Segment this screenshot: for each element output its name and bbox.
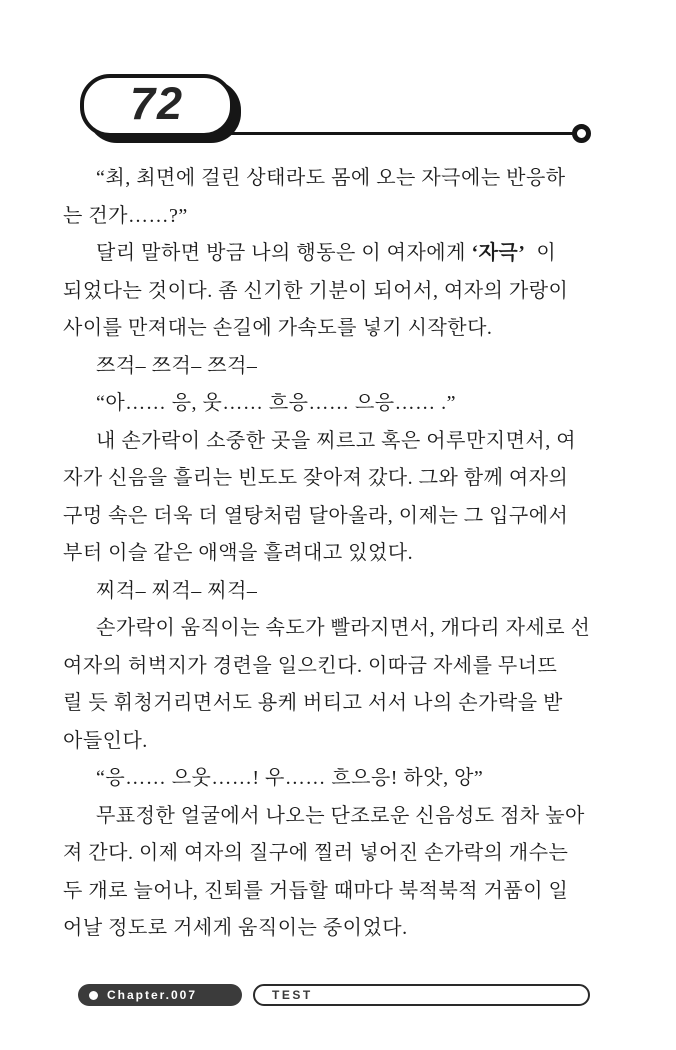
text-line <box>63 760 603 798</box>
text-line <box>63 160 603 198</box>
text-segment: 부터 이슬 같은 애액을 흘려대고 있었다. <box>63 542 414 564</box>
text-line <box>63 385 603 423</box>
text-segment: 달리 말하면 방금 나의 행동은 이 여자에게 <box>96 242 472 264</box>
section-label: TEST <box>272 988 313 1002</box>
text-segment: 는 건가……?” <box>63 204 188 227</box>
text-line <box>63 910 603 948</box>
chapter-label: Chapter.007 <box>107 988 198 1002</box>
text-line <box>63 310 603 348</box>
text-segment: 찌걱– 찌걱– 찌걱– <box>96 579 258 602</box>
text-line <box>63 348 603 386</box>
text-segment: 져 간다. 이제 여자의 질구에 찔러 넣어진 손가락의 개수는 <box>63 842 569 864</box>
text-line <box>63 648 603 686</box>
text-segment: 손가락이 움직이는 속도가 빨라지면서, 개다리 자세로 선 <box>96 617 591 639</box>
text-line <box>63 685 603 723</box>
bullet-icon <box>89 991 98 1000</box>
text-line <box>63 873 603 911</box>
text-segment: “응…… 으웃……! 우…… 흐으응! 하앗, 앙” <box>96 767 484 789</box>
text-segment: 구멍 속은 더욱 더 열탕처럼 달아올라, 이제는 그 입구에서 <box>63 504 569 527</box>
body-text <box>63 160 603 948</box>
text-line <box>63 610 603 648</box>
text-segment: 되었다는 것이다. 좀 신기한 기분이 되어서, 여자의 가랑이 <box>63 279 569 302</box>
text-line <box>63 723 603 761</box>
text-segment: “최, 최면에 걸린 상태라도 몸에 오는 자극에는 반응하 <box>96 167 566 189</box>
header-rule <box>205 132 577 135</box>
emphasized-text: ‘자극’ <box>471 242 526 264</box>
text-segment: 릴 듯 휘청거리면서도 용케 버티고 서서 나의 손가락을 받 <box>63 692 563 714</box>
chapter-pill <box>78 984 242 1006</box>
text-segment: 여자의 허벅지가 경련을 일으킨다. 이따금 자세를 무너뜨 <box>63 654 558 677</box>
text-line <box>63 535 603 573</box>
text-line <box>63 198 603 236</box>
text-segment: 쯔걱– 쯔걱– 쯔걱– <box>96 354 258 377</box>
text-segment: “아…… 응, 웃…… 흐응…… 으응…… .” <box>96 392 456 414</box>
text-line <box>63 498 603 536</box>
text-segment: 어날 정도로 거세게 움직이는 중이었다. <box>63 917 408 939</box>
section-pill <box>253 984 590 1006</box>
header-rule-end-dot-icon <box>572 124 591 143</box>
page-number: 72 <box>129 77 185 129</box>
text-segment: 자가 신음을 흘리는 빈도도 잦아져 갔다. 그와 함께 여자의 <box>63 467 569 489</box>
text-line <box>63 798 603 836</box>
text-line <box>63 273 603 311</box>
text-segment: 이 <box>525 242 557 264</box>
page-number-badge <box>80 74 234 137</box>
text-line <box>63 573 603 611</box>
text-segment: 사이를 만져대는 손길에 가속도를 넣기 시작한다. <box>63 317 493 339</box>
text-segment: 아들인다. <box>63 729 148 752</box>
text-line <box>63 460 603 498</box>
text-segment: 두 개로 늘어나, 진퇴를 거듭할 때마다 북적북적 거품이 일 <box>63 879 569 902</box>
text-segment: 무표정한 얼굴에서 나오는 단조로운 신음성도 점차 높아 <box>96 804 585 827</box>
text-line <box>63 235 603 273</box>
text-line <box>63 835 603 873</box>
text-segment: 내 손가락이 소중한 곳을 찌르고 혹은 어루만지면서, 여 <box>96 429 577 452</box>
text-line <box>63 423 603 461</box>
